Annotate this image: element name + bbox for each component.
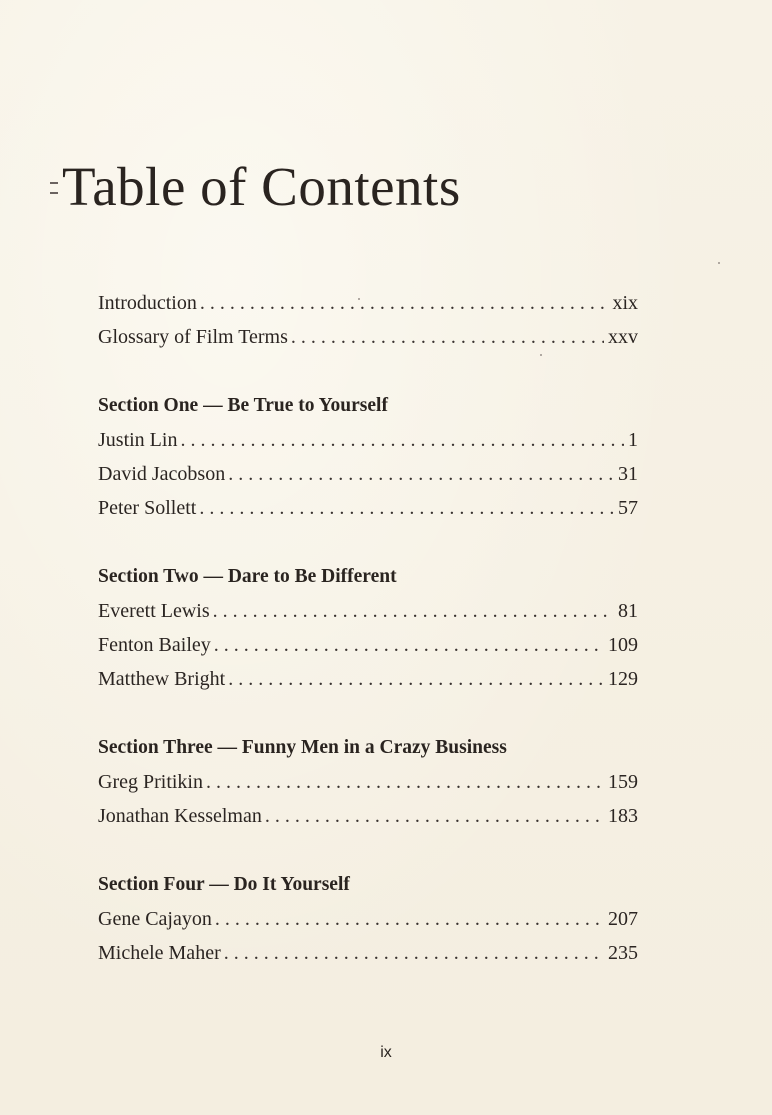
paper-speck — [358, 298, 360, 300]
dot-leader — [265, 801, 604, 831]
section-heading: Section Four — Do It Yourself — [98, 874, 350, 895]
toc-entry-label: Glossary of Film Terms — [98, 326, 288, 348]
dot-leader — [228, 664, 604, 694]
toc-entry — [98, 630, 638, 660]
section-heading: Section One — Be True to Yourself — [98, 395, 388, 416]
toc-entry-page: xix — [612, 292, 638, 314]
toc-entry-label: Michele Maher — [98, 942, 221, 964]
title-mark — [50, 182, 58, 194]
toc-entry-page: 207 — [608, 908, 638, 930]
toc-entry-label: Matthew Bright — [98, 668, 226, 690]
dot-leader — [224, 938, 604, 968]
toc-entry-label: Everett Lewis — [98, 600, 210, 622]
toc-entry — [98, 767, 638, 797]
dot-leader — [180, 425, 624, 455]
toc-entry-label: Fenton Bailey — [98, 634, 211, 656]
dot-leader — [213, 596, 614, 626]
toc-entry-page: xxv — [608, 326, 638, 348]
paper-speck — [540, 354, 542, 356]
toc-entry — [98, 459, 638, 489]
toc-entry — [98, 801, 638, 831]
toc-entry-label: Greg Pritikin — [98, 771, 203, 793]
dot-leader — [214, 630, 604, 660]
toc-entry-glossary — [98, 322, 638, 352]
toc-entry — [98, 664, 638, 694]
toc-entry-label: Gene Cajayon — [98, 908, 212, 930]
toc-entry-label: David Jacobson — [98, 463, 226, 485]
toc-entry — [98, 596, 638, 626]
section-heading: Section Three — Funny Men in a Crazy Business — [98, 737, 507, 758]
toc-entry-page: 31 — [618, 463, 638, 485]
toc-entry-page: 81 — [618, 600, 638, 622]
dot-leader — [215, 904, 604, 934]
toc-entry — [98, 425, 638, 455]
toc-entry — [98, 493, 638, 523]
toc-entry-page: 129 — [608, 668, 638, 690]
toc-entry-page: 57 — [618, 497, 638, 519]
page-title: Table of Contents — [62, 156, 461, 217]
toc-entry-label: Jonathan Kesselman — [98, 805, 262, 827]
toc-entry-page: 109 — [608, 634, 638, 656]
toc-entry — [98, 904, 638, 934]
toc-entry — [98, 938, 638, 968]
section-heading: Section Two — Dare to Be Different — [98, 566, 397, 587]
toc-entry-page: 235 — [608, 942, 638, 964]
toc-entry-page: 159 — [608, 771, 638, 793]
toc-entry-label: Peter Sollett — [98, 497, 197, 519]
dot-leader — [291, 322, 604, 352]
dot-leader — [228, 459, 614, 489]
toc-entry-page: 183 — [608, 805, 638, 827]
toc-entry-label: Justin Lin — [98, 429, 178, 451]
dot-leader — [200, 288, 609, 318]
dot-leader — [206, 767, 604, 797]
page-number: ix — [380, 1044, 392, 1061]
paper-speck — [718, 262, 720, 264]
toc-entry-page: 1 — [628, 429, 638, 451]
dot-leader — [199, 493, 614, 523]
toc-entry-introduction — [98, 288, 638, 318]
toc-entry-label: Introduction — [98, 292, 197, 314]
